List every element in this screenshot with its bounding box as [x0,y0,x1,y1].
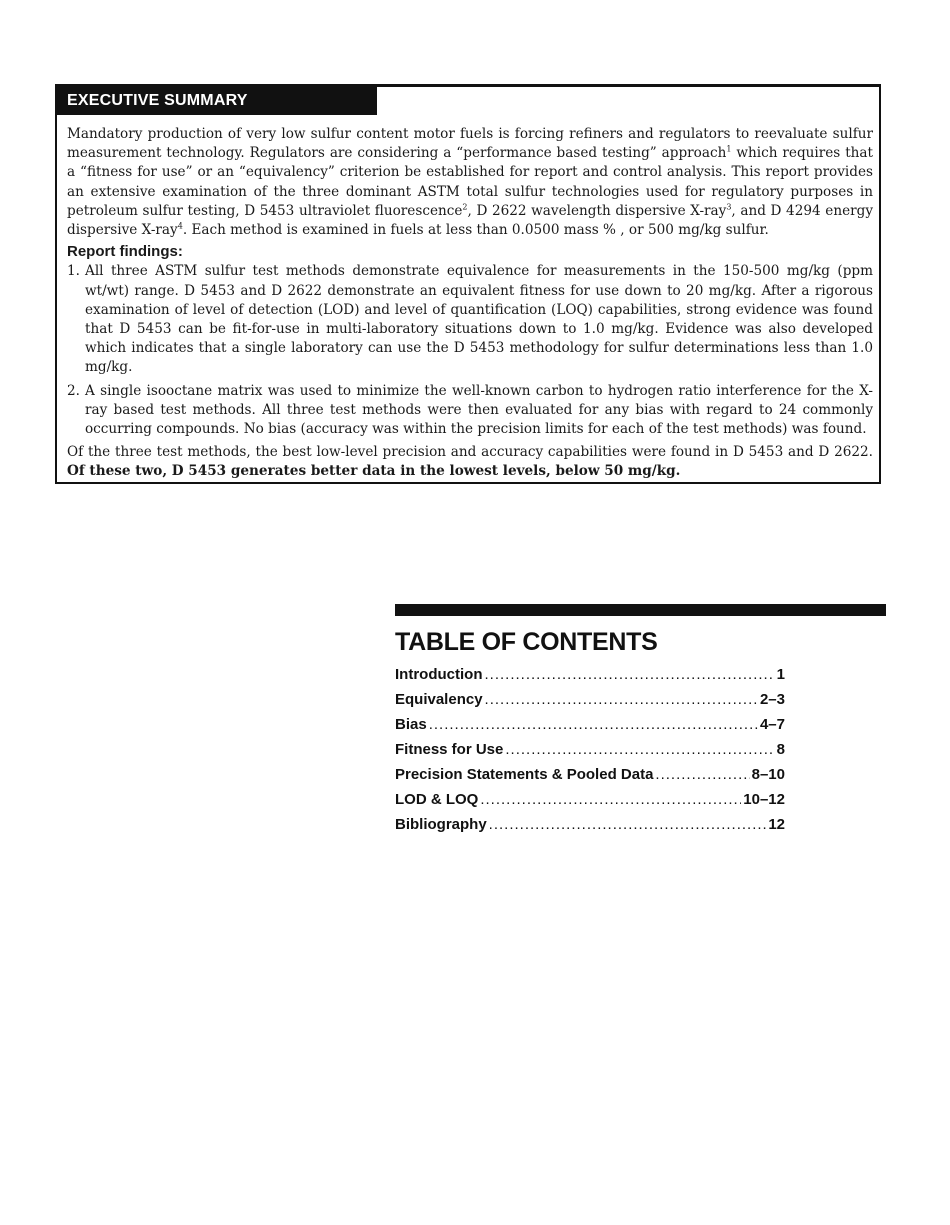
toc-leader-dots [429,716,758,733]
finding-number: 2. [67,382,80,399]
toc-entry-page: 4–7 [759,716,785,733]
finding-item [67,262,873,377]
toc-entry-precision-statements[interactable] [395,766,785,791]
footnote-ref: 2 [462,202,468,212]
toc-leader-dots [484,666,774,683]
toc-entry-label: Fitness for Use [395,741,504,758]
conclusion-emphasis: Of these two, D 5453 generates better data in the lowest levels, below 50 mg/kg. [67,463,681,480]
toc-title: TABLE OF CONTENTS [395,628,658,656]
summary-intro: Mandatory production of very low sulfur content motor fuels is forcing refiners and regulators to reevaluate sulfur measurement technology. Regulators are considering a “performance based testing” approach$^1$ which requires that a “fitness for use” or an “equivalency” criterion be established for report and control analysis. This report provides an extensive examination of the three dominant ASTM total sulfur technologies used for regulatory purposes in petroleum sulfur testing, D 5453 ultraviolet fluorescence$^2$, D 2622 wavelength dispersive X-ray$^3$, and D 4294 energy dispersive X-ray$^4$. Each method is examined in fuels at less than 0.0500 mass % , or 500 mg/kg sulfur. [67,126,873,239]
executive-summary-box [55,84,881,484]
executive-summary-body [67,125,873,482]
toc-entry-label: Bibliography [395,816,487,833]
toc-entry-fitness-for-use[interactable] [395,741,785,766]
toc-leader-dots [485,691,758,708]
footnote-ref: 1 [726,144,732,154]
toc-leader-dots [655,766,749,783]
toc-entry-bibliography[interactable] [395,816,785,841]
footnote-ref: 3 [726,202,732,212]
toc-leader-dots [489,816,767,833]
toc-entry-page: 2–3 [759,691,785,708]
toc-entry-equivalency[interactable] [395,691,785,716]
toc-entry-label: Equivalency [395,691,483,708]
toc-leader-dots [505,741,774,758]
toc-entry-page: 8 [776,741,785,758]
toc-entry-page: 1 [776,666,785,683]
toc-entry-label: Precision Statements & Pooled Data [395,766,654,783]
toc-divider-bar [395,604,886,616]
toc-entry-label: Bias [395,716,427,733]
footnote-ref: 4 [177,221,183,231]
finding-text: All three ASTM sulfur test methods demonstrate equivalence for measurements in the 150-500 mg/kg (ppm wt/wt) range. D 5453 and D 2622 demonstrate an equivalent fitness for use down to 20 mg/kg. After a rigorous examination of level of detection (LOD) and level of quantification (LOQ) capabilities, strong evidence was found that D 5453 can be fit-for-use in multi-laboratory situations down to 1.0 mg/kg. Evidence was also developed which indicates that a single laboratory can use the D 5453 methodology for sulfur determinations less than 1.0 mg/kg. [85,263,873,376]
toc-entry-label: Introduction [395,666,483,683]
summary-conclusion: Of the three test methods, the best low-level precision and accuracy capabilities were found in D 5453 and D 2622. Of these two, D 5453 generates better data in the lowest levels, below 50 mg/kg. [67,444,873,480]
toc-entry-page: 10–12 [743,791,785,808]
executive-summary-heading: EXECUTIVE SUMMARY [57,87,377,115]
toc-entry-bias[interactable] [395,716,785,741]
toc-entry-label: LOD & LOQ [395,791,479,808]
finding-number: 1. [67,263,80,280]
toc-leader-dots [480,791,741,808]
toc-entry-page: 12 [768,816,785,833]
toc-entry-introduction[interactable] [395,666,785,691]
toc-entry-lod-loq[interactable] [395,791,785,816]
toc-entry-page: 8–10 [751,766,785,783]
finding-item [67,382,873,440]
finding-text: A single isooctane matrix was used to minimize the well-known carbon to hydrogen ratio interference for the X-ray based test methods. All three test methods were then evaluated for any bias with regard to 24 commonly occurring compounds. No bias (accuracy was within the precision limits for each of the test methods) was found. [85,382,873,438]
report-findings-title: Report findings: [67,243,183,261]
toc-list [395,666,785,841]
